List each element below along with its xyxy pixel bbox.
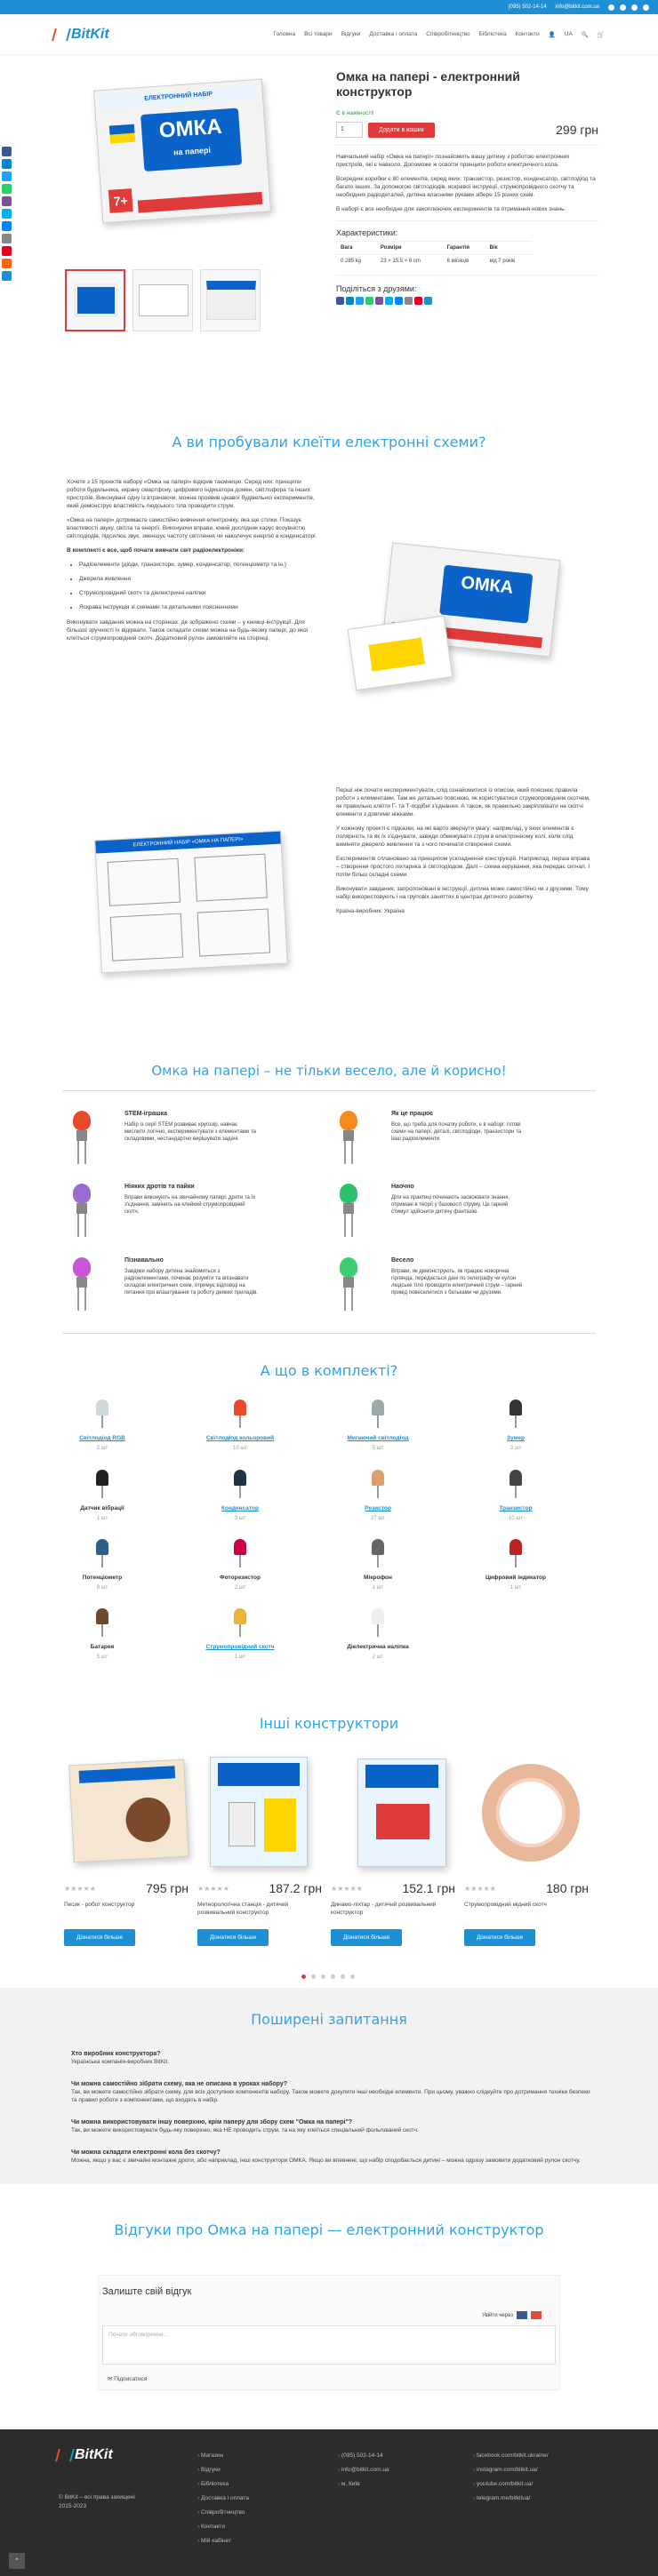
others-title: Інші конструктори [259,1715,399,1732]
buy-row [336,122,598,138]
pinterest-icon[interactable] [414,297,422,305]
reviews-box [98,2275,560,2390]
phone-text[interactable]: (095) 502-14-14 [508,4,547,10]
messenger-icon[interactable] [395,297,403,305]
faq-title: Поширені запитання [251,2011,407,2028]
kit-item-name[interactable]: Резистор [365,1505,391,1511]
site-logo[interactable]: BitKit [53,27,109,43]
kit-item[interactable] [178,1607,302,1660]
nav-cooperation[interactable]: Співробітництво [426,30,470,37]
thumbnail-2[interactable] [132,269,193,331]
footer-logo[interactable]: BitKit [57,2447,113,2463]
whatsapp-icon[interactable] [2,184,12,194]
kit-item-name: Фоторезистор [220,1575,261,1581]
kit-item [178,1537,302,1591]
faq-question[interactable]: Хто виробник конструктора? [71,2051,161,2057]
kit-item-name[interactable]: Конденсатор [221,1505,259,1511]
skype-icon[interactable] [2,209,12,219]
copy-link-icon[interactable] [424,297,432,305]
about-list-item: • Джерела живлення [79,575,320,583]
faq-item[interactable] [71,2080,596,2104]
kit-item[interactable] [316,1398,440,1451]
top-social [608,4,649,11]
side-share-bar [2,147,12,281]
kit-item-quantity: 10 шт [233,1446,247,1451]
youtube-icon[interactable] [631,4,638,11]
product-main-image[interactable]: ЕЛЕКТРОННИЙ НАБІР ОМКА на папері 7+ [80,58,311,262]
footer [0,2429,658,2576]
about-list-item: • Яскрава інструкція зі схемами та детальними поясненнями [79,603,320,611]
telegram-icon[interactable] [643,4,649,11]
product-thumbnails [62,269,329,331]
kit-item-quantity: 1 шт [234,1655,246,1660]
instagram-icon[interactable] [620,4,626,11]
google-login-icon[interactable] [531,2311,542,2319]
footer-link-account[interactable]: › Мій кабінет [197,2534,249,2548]
feature-title: Пізнавально [124,1257,164,1264]
product-card-image[interactable] [331,1755,455,1870]
kit-item-image [502,1398,529,1430]
kit-item-image [89,1468,116,1500]
about-r4: Виконувати завдання, запропоновані в інструкції, дитина може самостійно чи з друзями. Тому набір використовують і на груповіх заняттях в центрах дитячого розвитку. [336,886,589,900]
kit-item[interactable] [178,1468,302,1521]
kit-item-name[interactable]: Транзистор [499,1505,533,1511]
quantity-input[interactable]: 1 [336,122,363,138]
email-text[interactable]: info@bitkit.com.ua [555,4,599,10]
footer-link-reviews[interactable]: › Відгуки [197,2463,249,2477]
top-bar [0,0,658,14]
kit-item[interactable] [453,1468,578,1521]
product-gallery [62,58,329,331]
kit-item-name[interactable]: Струмопровідний скотч [205,1644,275,1650]
footer-facebook[interactable]: › facebook.com/bitkit.ukraine/ [473,2449,549,2463]
learn-more-button[interactable]: Дізнатися більше [197,1929,269,1946]
about-title: А ви пробували клеїти електронні схеми? [172,434,486,451]
reviews-title: Відгуки про Омка на папері — електронний конструктор [114,2221,544,2238]
box-title-text: ОМКА [158,114,223,143]
faq-answer: Так, ви можете самостійно зібрати схему, для всіх доступних компонентів набору. Також можете докупити інші необхідні елементи. При цьому, уважно слідкуйте про дотримання техніки безпеки та правил роботи з компонентами, що входять в набір. [71,2089,590,2103]
telegram-icon[interactable] [2,159,12,169]
scroll-top-button[interactable]: ^ [9,2553,25,2569]
feature-text: Вправи, як демонструють, як працює новорічна гірлянда, передається дані по телеграфу чи кулон людське тіло проводити електричний струм – гарний привід повеселитися з батьками чи друзями. [391,1269,523,1296]
skype-icon[interactable] [385,297,393,305]
product-card-desc[interactable]: Струмопровідний мідний скотч [464,1902,547,1908]
description-2: Всередині коробки є 80 елементів, серед яких: транзистор, резистор, конденсатор, світлодіод та багато інших. За допомогою світлодіодів, яскравої інструкції, струмопровідного скотчу та необхідних радіодеталей, дитина власними руками зібере 15 різних схем. [336,176,596,198]
feature-title: Наочно [391,1184,414,1190]
kit-item-image [227,1398,253,1430]
faq-answer: Так, ви можете використовувати будь-яку поверхню, яка НЕ проводить струм, та на яку клеїться спеціальний фольгований скотч. [71,2127,419,2133]
footer-social [473,2449,549,2506]
features-title: Омка на папері – не тільки весело, але й корисно! [151,1063,507,1079]
product-card-price: 180 грн [546,1881,589,1895]
language-switch[interactable]: UA [564,30,573,37]
feature-title: Весело [391,1257,414,1264]
share-icon[interactable] [2,259,12,268]
footer-link-contacts[interactable]: › Контакти [197,2520,249,2534]
kit-item-name[interactable]: Зумер [507,1435,525,1441]
about-image-1: ОМКА [351,542,578,693]
feature-title: Ніяких дротів та пайки [124,1184,195,1190]
user-icon[interactable]: 👤 [548,31,556,38]
kit-item [40,1468,164,1521]
feature-title: STEM-іграшка [124,1111,168,1117]
product-card-desc[interactable]: Динамо-ліхтар - дитячий розвивальний конструктор [331,1902,437,1916]
kit-item[interactable] [316,1468,440,1521]
kit-item [316,1537,440,1591]
carousel-dot[interactable] [331,1974,335,1979]
kit-item-quantity: 1 шт [372,1585,384,1591]
faq-item[interactable] [71,2118,596,2134]
twitter-icon[interactable] [356,297,364,305]
kit-item-image [227,1468,253,1500]
specifications [336,228,598,267]
spec-head-age: Вік [485,242,532,255]
carousel-dot[interactable] [341,1974,345,1979]
about-p1: Хочете з 15 проектів набору «Омка на папері» відкрив таємницю. Серед них: принципи роботи будильника, екрану смартфону, цифрового індикатора домен, світлофора та інших пристроїв. Виконувані одну із втрачаючи, можна проявив цікавої будівельної експериментів, який демонструє властивість людського тіла проводити струм. [67,479,315,509]
kit-item-image [365,1398,391,1430]
kit-title: А що в комплекті? [260,1362,398,1379]
kit-item-quantity: 3 шт [510,1446,522,1451]
product-card[interactable] [64,1755,189,1946]
facebook-login-icon[interactable] [517,2311,527,2319]
product-card-image[interactable] [197,1755,322,1870]
footer-contacts [338,2449,389,2492]
kit-item-image [89,1607,116,1639]
kit-item-image [365,1537,391,1569]
pinterest-icon[interactable] [2,246,12,256]
header [0,14,658,55]
about-right-text [336,786,594,921]
rating-stars: ★★★★★ 180 грн [464,1881,589,1895]
about-p3: Виконувати завдання можна на сторінках, де зображено схеми – у книжці-інструкції. Для більшої зручності їх відірвати. Також складати схеми можна на будь-якому папері, до якої клеїться струмопровідний скотч. Додатковий рулон замовляйте на сторінці. [67,619,309,642]
faq-item[interactable] [71,2050,596,2066]
footer-link-cooperation[interactable]: › Співробітництво [197,2506,249,2520]
box-subtitle: на папері [173,145,212,157]
kit-item-quantity: 2 шт [372,1655,384,1660]
footer-phone[interactable]: › (095) 502-14-14 [338,2449,389,2463]
kit-item-name[interactable]: Світлодіод кольоровий [205,1435,275,1441]
footer-link-library[interactable]: › Бібліотека [197,2477,249,2492]
spec-head-size: Розміри [376,242,443,255]
faq-question[interactable]: Чи можна складати електронні кола без скотчу? [71,2149,221,2156]
product-card-image[interactable] [64,1755,189,1870]
about-list-title: В комплекті є все, щоб почати вивчати світ радіоелектроніки: [67,547,245,554]
kit-item-image [227,1537,253,1569]
facebook-icon[interactable] [608,4,614,11]
rating-stars: ★★★★★ 187.2 грн [197,1881,322,1895]
kit-item-name: Діелектрична наліпка [347,1644,409,1650]
nav-all-products[interactable]: Всі товари [304,30,333,37]
spec-title: Характеристики: [336,228,398,237]
footer-link-shop[interactable]: › Магазин [197,2449,249,2463]
share-block [336,284,598,305]
footer-email[interactable]: › info@bitkit.com.ua [338,2463,389,2477]
carousel-dot[interactable] [301,1974,306,1979]
product-card[interactable] [464,1755,589,1946]
spec-head-warranty: Гарантія [443,242,485,255]
twitter-icon[interactable] [2,171,12,181]
kit-item-quantity: 10 шт [509,1516,523,1521]
viber-icon[interactable] [375,297,383,305]
telegram-icon[interactable] [346,297,354,305]
description-1: Навчальний набір «Омка на папері» познайомить вашу дитину з роботою електронних пристроїв, які є навколо. Допоможе ж освоїти принципи роботи електричного кола. [336,154,570,168]
product-price: 299 грн [556,123,598,137]
copy-link-icon[interactable] [2,271,12,281]
feature-title: Як це працює [391,1111,434,1117]
cart-icon[interactable]: 🛒 [597,31,605,38]
thumbnail-1[interactable] [65,269,125,331]
footer-youtube[interactable]: › youtube.com/bitkit.ua/ [473,2477,549,2492]
thumbnail-3[interactable] [200,269,261,331]
kit-item-image [502,1468,529,1500]
kit-item [316,1607,440,1660]
product-info [336,69,598,305]
kit-item-name: Цифровий індикатор [485,1575,546,1581]
product-card-price: 152.1 грн [402,1881,455,1895]
carousel-dot[interactable] [350,1974,355,1979]
footer-instagram[interactable]: › instagram.com/bitkit.ua/ [473,2463,549,2477]
search-icon[interactable]: 🔍 [581,31,589,38]
kit-item-image [227,1607,253,1639]
feature-text: Вправи виконують на звичайному папері: дроти та їх з'єднання, замінить на клейкий струмопровідний скотч. [124,1195,256,1215]
kit-item-quantity: 3 шт [234,1516,246,1521]
kit-item-name[interactable]: Світлодіод RGB [79,1435,125,1441]
rating-stars: ★★★★★ 795 грн [64,1881,189,1895]
kit-item-name: Потенціометр [82,1575,123,1581]
spec-warranty: 6 місяців [443,255,485,268]
kit-item-name[interactable]: Мигаючий світлодіод [347,1435,409,1441]
spec-size: 23 × 15.5 × 6 cm [376,255,443,268]
carousel-dots [301,1974,355,1979]
nav-library[interactable]: Бібліотека [478,30,507,37]
nav-contacts[interactable]: Контакти [515,30,540,37]
nav-delivery[interactable]: Доставка і оплата [369,30,418,37]
kit-item-quantity: 1 шт [96,1516,108,1521]
learn-more-button[interactable]: Дізнатися більше [464,1929,535,1946]
kit-item[interactable] [453,1398,578,1451]
subscribe-link[interactable] [108,2375,147,2382]
learn-more-button[interactable]: Дізнатися більше [64,1929,135,1946]
rating-stars: ★★★★★ 152.1 грн [331,1881,455,1895]
whatsapp-icon[interactable] [365,297,373,305]
product-card-price: 187.2 грн [269,1881,322,1895]
about-r2: У кожному проекті є підказки, на які варто звернути увагу: наприклад, у яких елементів є полярність та як їх з'єднувати, завжди обмежувати струм в електронному колі, коли слід виміняти джерело живлення та з чого починати створення схеми. [336,825,574,848]
about-image-2: ЕЛЕКТРОННИЙ НАБІР «ОМКА НА ПАПЕРІ» [89,826,302,986]
feature-text: Діти на практиці починають засвоювати знання, отримані в теорії у базовості струму. Це гарний стимул здійснити дитячу фантазію. [391,1195,510,1215]
share-title: Поділіться з друзями: [336,284,417,293]
box-title [140,108,242,172]
feature-text: Завдяки набору дитина знайомиться з радіоелементами, починає розуміти та впізнавати складові електричних схем, отримує відповіді на питання про влаштування та роботу деяких приладів. [124,1269,258,1296]
about-list-item: • Радіоелементи (діоди, транзистори, зумер, конденсатор, потенціометр та ін.) [79,561,320,569]
about-p2: «Омка на папері» дотримаєте самостійно вивчення електроніку, яка ще стілки. Показує властивості звуку, світла та енергії. Виконуючи вправи, юний дослідник карус всоувністю світлодіодів, підсилює звук, зменшує частоту світлення чи наколечує енергію в конденсаторі. [67,517,317,539]
carousel-dot[interactable] [311,1974,316,1979]
kit-item-quantity: 2 шт [234,1585,246,1591]
footer-links [197,2449,249,2548]
kit-item[interactable] [178,1398,302,1451]
kit-item-image [365,1607,391,1639]
kit-item-quantity: 5 шт [372,1446,384,1451]
box-label: ЕЛЕКТРОННИЙ НАБІР [100,85,257,108]
about-left-text [67,478,320,649]
spec-age: від 7 років [485,255,532,268]
carousel-dot[interactable] [321,1974,325,1979]
faq-item[interactable] [71,2149,596,2165]
product-card[interactable] [197,1755,322,1946]
kit-item-name: Батарея [90,1644,115,1650]
add-to-cart-button[interactable]: Додати в кошик [368,123,435,138]
leave-review-title: Залиште свій відгук [102,2286,192,2297]
kit-item-name: Мікрофон [364,1575,392,1581]
about-list-item: • Струмопровідний скотч та діелектричні наліпки [79,589,320,597]
kit-item-name: Датчик вібрації [80,1505,124,1511]
kit-item[interactable] [40,1398,164,1451]
kit-item-image [502,1537,529,1569]
footer-link-delivery[interactable]: › Доставка і оплата [197,2492,249,2506]
product-card-image[interactable] [464,1755,589,1870]
feature-text: Набір із серії STEM розвиває кругозір, навчає мислити логічно, експериментувати з елементами та складовими, нестандартно вирішувати задачі. [124,1122,256,1142]
about-r1: Перші ніж почати експериментувати, слід ознайомитися із описом, який пояснює правила роботи з елементами. Там же детально пояснюю, як користуватися струмопровідним скотчем, як правильно клеїти Г- та Т-подібні з'єднання. А також, як правильно закріплювати на скотчі елементи з довгими ніжками. [336,787,590,817]
kit-item-image [365,1468,391,1500]
kit-item [453,1537,578,1591]
faq-answer: Українська компанія-виробник BitKit. [71,2059,170,2065]
facebook-icon[interactable] [336,297,344,305]
product-card-desc[interactable]: Песик - робот конструктор [64,1902,135,1908]
kit-item-quantity: 2 шт [96,1446,108,1451]
description-3: В наборі є все необхідне для захоплюючих експериментів та отримання нових знань. [336,206,566,212]
subscribe-label: Підписатися [114,2376,148,2382]
footer-telegram[interactable]: › telegram.me/bitkitua/ [473,2492,549,2506]
faq-question[interactable]: Чи можна використовувати іншу поверхню, крім паперу для збору схем "Омка на папері"? [71,2119,353,2125]
nav-home[interactable]: Головна [273,30,296,37]
feature-text: Все, що треба для початку роботи, є в наборі: готові схеми на папері, деталі, світлодіоди, транзистори та інші радіоелементи. [391,1122,522,1142]
faq-question[interactable]: Чи можна самостійно зібрати схему, яка не описана в уроках набору? [71,2081,288,2087]
footer-years: 2015-2023 [59,2503,87,2509]
spec-head-weight: Вага [336,242,376,255]
email-icon[interactable] [2,234,12,243]
kit-item-image [89,1537,116,1569]
login-label: Увійти через [482,2312,513,2318]
about-r5: Країна-виробник: Україна [336,908,405,914]
review-input[interactable]: Почати обговорення... [102,2325,556,2365]
product-title: Омка на папері - електронний конструктор [336,69,520,99]
footer-city: › м. Київ [338,2477,389,2492]
viber-icon[interactable] [2,196,12,206]
messenger-icon[interactable] [2,221,12,231]
email-icon[interactable] [405,297,413,305]
main-nav [273,31,605,38]
about-r3: Експериментів сплановано за принципом ускладнення конструкцій. Наприклад, перша вправа – створення простого ліхтарика зі світлодіодом. Далі – схема керування, яка передає сигнал. І потім більш складні схеми. [336,856,590,878]
facebook-icon[interactable] [2,147,12,156]
faq-answer: Можна, якщо у вас є звичайні монтажні дроти, або наприклад, інші конструктори ОМКА. Якщо ви впевнені, що набір сподобається дитині – можна одразу замовити додатковий рулон скотчу. [71,2157,581,2164]
nav-reviews[interactable]: Відгуки [341,30,361,37]
login-row [482,2311,542,2319]
faq-section [0,1988,658,2184]
footer-copyright: © BitKit – всі права захищені [59,2494,135,2500]
stock-status: Є в наявності! [336,110,374,116]
product-card-price: 795 грн [146,1881,189,1895]
kit-item [40,1607,164,1660]
product-card[interactable] [331,1755,455,1946]
kit-item-quantity: 5 шт [96,1655,108,1660]
learn-more-button[interactable]: Дізнатися більше [331,1929,402,1946]
kit-item-quantity: 8 шт [96,1585,108,1591]
kit-item-quantity: 27 шт [371,1516,385,1521]
subscribe-icon: ✉ [108,2376,115,2382]
kit-item-image [89,1398,116,1430]
kit-item-quantity: 1 шт [510,1585,522,1591]
kit-item [40,1537,164,1591]
product-card-desc[interactable]: Метеорологічна станція - дитячий розвивальний конструктор [197,1902,289,1916]
spec-weight: 0.285 kg [336,255,376,268]
